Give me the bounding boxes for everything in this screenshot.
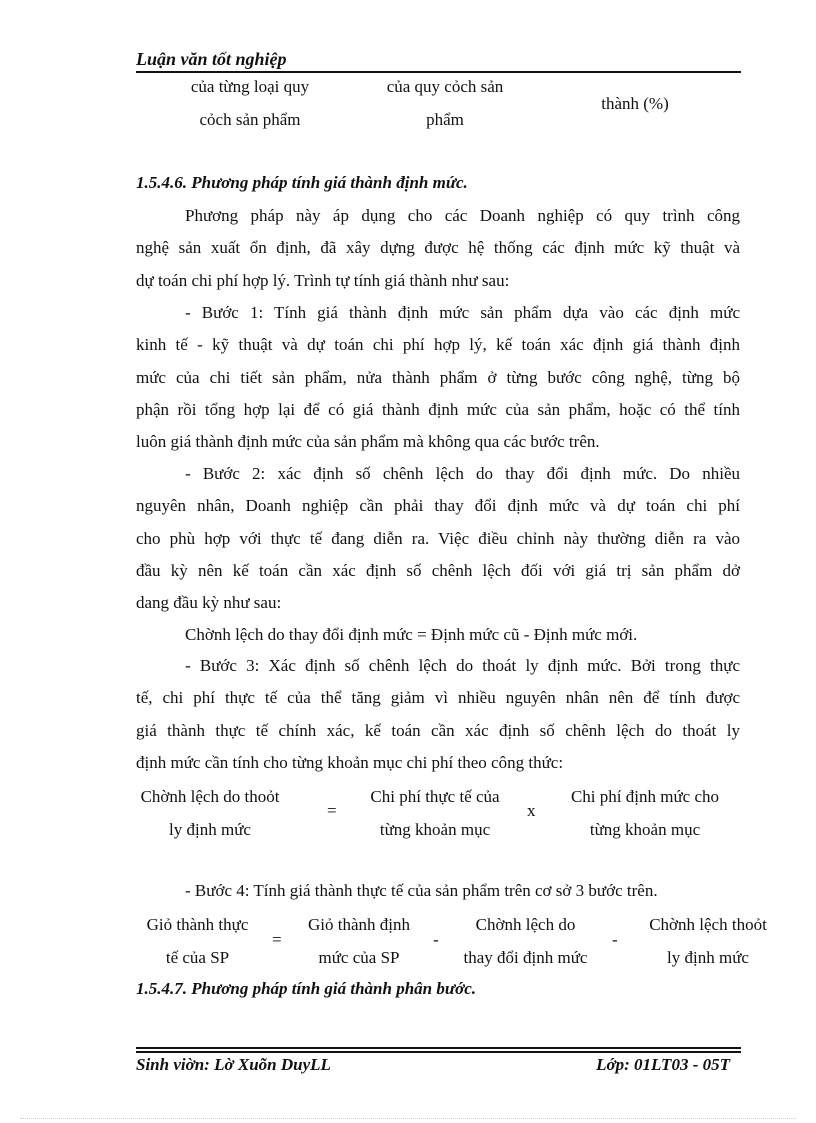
paragraph-step3 <box>136 650 740 779</box>
formula-text: ly định mức <box>169 820 251 839</box>
formula-text: Chờnh lệch thoỏt <box>649 915 767 934</box>
formula-text: tế của SP <box>165 948 230 967</box>
footer-rule-top <box>136 1047 741 1049</box>
formula-text: ly định mức <box>667 948 749 967</box>
formula-text: thay đổi định mức <box>463 948 588 967</box>
footer-class: Lớp: 01LT03 - 05T <box>596 1055 730 1074</box>
text-line: cho phù hợp với thực tế đang diễn ra. Việc điều chỉnh này thường diễn ra vào <box>136 528 740 548</box>
text-line: nghệ sản xuất ổn định, đã xây dựng được hệ thống các định mức kỹ thuật và <box>136 238 740 258</box>
table-cell-text: cỏch sản phẩm <box>199 110 301 129</box>
section-heading-1546: 1.5.4.6. Phương pháp tính giá thành định mức. <box>136 173 468 192</box>
paragraph-step4: - Bước 4: Tính giá thành thực tế của sản phẩm trên cơ sở 3 bước trên. <box>185 881 658 900</box>
page-header-title: Luận văn tốt nghiệp <box>136 49 287 69</box>
formula2-term-norm-change <box>448 908 603 974</box>
formula1-term-actual-cost <box>355 780 515 846</box>
formula-text: Giỏ thành định <box>308 915 410 934</box>
text-line: kinh tế - kỹ thuật và dự toán chi phí hợp lý, kế toán xác định giá thành định <box>136 335 740 355</box>
formula-text: từng khoản mục <box>379 820 491 839</box>
text-line: tế, chi phí thực tế của thể tăng giảm vì nhiều nguyên nhân nên để tính được <box>136 688 740 708</box>
footer-student: Sinh viờn: Lờ Xuõn DuyLL <box>136 1055 331 1074</box>
table-cell-col2 <box>355 70 535 136</box>
page-bottom-dotted-rule <box>20 1118 796 1119</box>
text-line: luôn giá thành định mức của sản phẩm mà không qua các bước trên. <box>136 432 600 452</box>
formula-text: Giỏ thành thực <box>146 915 249 934</box>
formula-text: từng khoản mục <box>589 820 701 839</box>
text-line: dự toán chi phí hợp lý. Trình tự tính giá thành như sau: <box>136 270 510 290</box>
formula1-equals: = <box>327 801 337 820</box>
formula-text: Chờnh lệch do <box>475 915 576 934</box>
paragraph-step1 <box>136 297 740 458</box>
formula2-equals: = <box>272 930 282 949</box>
formula2-term-norm-cost <box>290 908 428 974</box>
formula2-minus-1: - <box>433 930 439 949</box>
table-cell-col3: thành (%) <box>601 94 669 113</box>
text-line: - Bước 2: xác định số chênh lệch do thay đổi định mức. Do nhiều <box>185 464 740 483</box>
table-cell-text: của từng loại quy <box>190 77 310 96</box>
table-cell-col1 <box>160 70 340 136</box>
table-cell-text: phẩm <box>426 110 464 129</box>
formula1-term-deviation <box>130 780 290 846</box>
text-line: - Bước 3: Xác định số chênh lệch do thoát ly định mức. Bởi trong thực <box>185 656 740 675</box>
text-line: Phương pháp này áp dụng cho các Doanh nghiệp có quy trình công <box>185 206 740 225</box>
paragraph-intro <box>136 200 740 297</box>
text-line: - Bước 1: Tính giá thành định mức sản phẩm dựa vào các định mức <box>185 303 740 322</box>
table-cell-text: của quy cỏch sản <box>386 77 504 96</box>
formula1-times: x <box>527 801 536 820</box>
section-heading-1547: 1.5.4.7. Phương pháp tính giá thành phân bước. <box>136 979 476 998</box>
formula-norm-change: Chờnh lệch do thay đổi định mức = Định mức cũ - Định mức mới. <box>185 625 638 644</box>
text-line: mức của chi tiết sản phẩm, nửa thành phẩm ở từng bước công nghệ, từng bộ <box>136 367 740 387</box>
paragraph-step2 <box>136 458 740 619</box>
formula-text: Chờnh lệch do thoỏt <box>140 787 280 806</box>
text-line: nguyên nhân, Doanh nghiệp cần phải thay đổi định mức và dự toán chi phí <box>136 496 740 516</box>
formula-text: mức của SP <box>318 948 400 967</box>
formula2-term-actual-cost <box>130 908 265 974</box>
text-line: đầu kỳ nên kế toán cần xác định số chênh lệch đối với giá trị sản phẩm dở <box>136 560 740 580</box>
formula1-term-norm-cost <box>555 780 735 846</box>
text-line: dang đầu kỳ như sau: <box>136 593 282 613</box>
footer-rule-bottom <box>136 1051 741 1053</box>
formula2-minus-2: - <box>612 930 618 949</box>
formula-text: Chi phí thực tế của <box>370 787 500 806</box>
formula2-term-deviation <box>632 908 784 974</box>
text-line: giá thành thực tế chính xác, kế toán cần xác định số chênh lệch do thoát ly <box>136 720 740 740</box>
text-line: phận rồi tổng hợp lại để có giá thành định mức của sản phẩm, hoặc có thể tính <box>136 399 740 419</box>
formula-text: Chi phí định mức cho <box>570 787 720 806</box>
text-line: định mức cần tính cho từng khoản mục chi phí theo công thức: <box>136 752 564 772</box>
